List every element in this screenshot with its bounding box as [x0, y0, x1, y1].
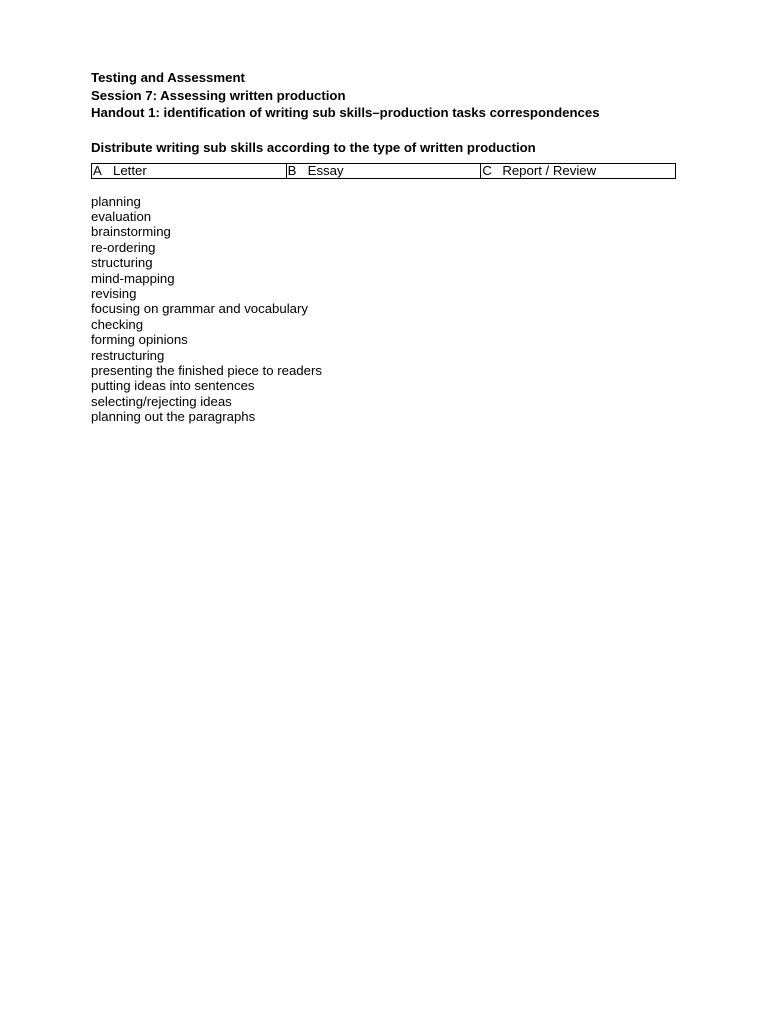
- category-cell-c: [481, 163, 676, 178]
- list-item: restructuring: [91, 347, 165, 363]
- category-table: [91, 163, 676, 179]
- list-item: re-ordering: [91, 239, 156, 255]
- handout-page: [91, 69, 691, 425]
- course-title: Testing and Assessment: [91, 70, 245, 85]
- list-item: selecting/rejecting ideas: [91, 393, 232, 409]
- list-item: putting ideas into sentences: [91, 378, 255, 394]
- list-item: revising: [91, 285, 137, 301]
- category-label: Letter: [113, 163, 147, 178]
- session-title: Session 7: Assessing written production: [91, 87, 346, 103]
- handout-title: Handout 1: identification of writing sub skills–production tasks correspondences: [91, 105, 600, 120]
- list-item: structuring: [91, 255, 153, 271]
- list-item: brainstorming: [91, 224, 171, 240]
- category-label: Essay: [307, 163, 344, 178]
- skills-list: [91, 194, 691, 425]
- list-item: forming opinions: [91, 332, 188, 348]
- list-item: focusing on grammar and vocabulary: [91, 301, 308, 317]
- category-label: Report / Review: [502, 163, 597, 178]
- list-item: evaluation: [91, 208, 152, 224]
- list-item: planning: [91, 193, 141, 209]
- category-cell-b: [286, 163, 481, 178]
- list-item: planning out the paragraphs: [91, 409, 256, 425]
- category-letter: C: [482, 163, 492, 178]
- list-item: mind-mapping: [91, 270, 175, 286]
- instruction-text: Distribute writing sub skills according to the type of written production: [91, 140, 536, 155]
- category-letter: B: [287, 163, 297, 178]
- category-letter: A: [93, 163, 102, 178]
- category-cell-a: [92, 163, 287, 178]
- category-row: [92, 163, 676, 178]
- list-item: checking: [91, 316, 144, 332]
- list-item: presenting the finished piece to readers: [91, 362, 322, 378]
